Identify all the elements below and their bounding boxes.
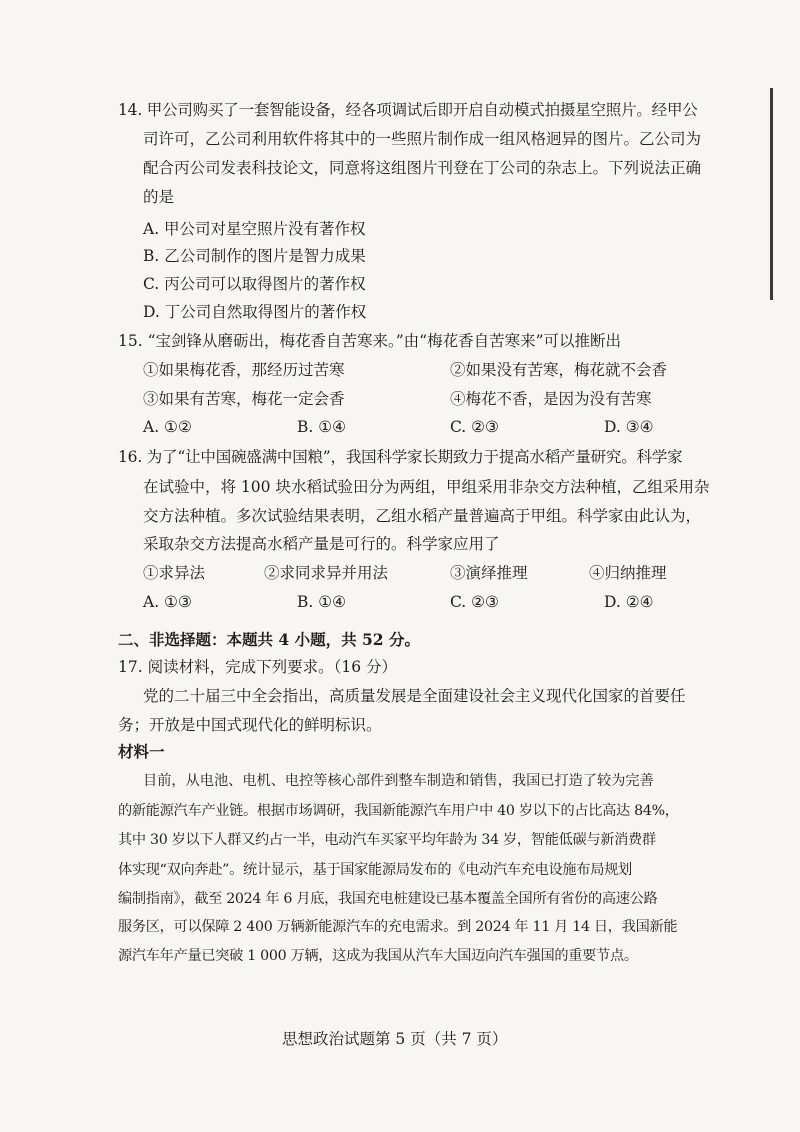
q14-line-2: 司许可，乙公司利用软件将其中的一些照片制作成一组风格迥异的图片。乙公司为 bbox=[143, 130, 702, 148]
q15-item-1: ①如果梅花香，那经历过苦寒 bbox=[143, 361, 345, 379]
q15-option-c: C. ②③ bbox=[450, 418, 499, 436]
section-2-heading: 二、非选择题：本题共 4 小题，共 52 分。 bbox=[118, 630, 420, 649]
q16-option-d: D. ②④ bbox=[604, 593, 654, 611]
q15-option-b: B. ①④ bbox=[297, 418, 347, 436]
q16-line-4: 采取杂交方法提高水稻产量是可行的。科学家应用了 bbox=[143, 535, 500, 553]
page-footer: 思想政治试题第 5 页（共 7 页） bbox=[282, 1030, 508, 1048]
q16-line-1: 16. 为了“让中国碗盛满中国粮”，我国科学家长期致力于提高水稻产量研究。科学家 bbox=[118, 448, 683, 466]
q16-item-3: ③演绎推理 bbox=[450, 564, 528, 582]
q15-option-a: A. ①② bbox=[143, 418, 192, 436]
q17-stem: 17. 阅读材料，完成下列要求。（16 分） bbox=[118, 658, 397, 676]
material-line-1: 目前，从电池、电机、电控等核心部件到整车制造和销售，我国已打造了较为完善 bbox=[143, 773, 654, 789]
q15-stem: 15. “宝剑锋从磨砺出，梅花香自苦寒来。”由“梅花香自苦寒来”可以推断出 bbox=[118, 332, 622, 350]
q14-option-a: A. 甲公司对星空照片没有著作权 bbox=[143, 220, 366, 238]
material-line-4: 体实现“双向奔赴”。统计显示，基于国家能源局发布的《电动汽车充电设施布局规划 bbox=[118, 862, 632, 878]
q14-line-3: 配合丙公司发表科技论文，同意将这组图片刊登在丁公司的杂志上。下列说法正确 bbox=[143, 159, 702, 177]
q15-item-2: ②如果没有苦寒，梅花就不会香 bbox=[450, 361, 668, 379]
page-edge-mark bbox=[770, 88, 773, 300]
q14-option-b: B. 乙公司制作的图片是智力成果 bbox=[143, 247, 366, 265]
q14-line-1: 14. 甲公司购买了一套智能设备，经各项调试后即开启自动模式拍摄星空照片。经甲公 bbox=[118, 101, 698, 119]
q15-item-3: ③如果有苦寒，梅花一定会香 bbox=[143, 390, 345, 408]
material-line-6: 服务区，可以保障 2 400 万辆新能源汽车的充电需求。到 2024 年 11 月 14 日，我国新能 bbox=[118, 919, 678, 935]
material-one-title: 材料一 bbox=[118, 742, 165, 761]
q17-intro-1: 党的二十届三中全会指出，高质量发展是全面建设社会主义现代化国家的首要任 bbox=[143, 687, 686, 705]
q16-option-c: C. ②③ bbox=[450, 593, 499, 611]
material-line-7: 源汽车年产量已突破 1 000 万辆，这成为我国从汽车大国迈向汽车强国的重要节点。 bbox=[118, 948, 638, 964]
q16-item-2: ②求同求异并用法 bbox=[264, 564, 389, 582]
material-line-3: 其中 30 岁以下人群又约占一半，电动汽车买家平均年龄为 34 岁，智能低碳与新消费群 bbox=[118, 832, 656, 848]
q16-option-a: A. ①③ bbox=[143, 593, 192, 611]
material-line-5: 编制指南》，截至 2024 年 6 月底，我国充电桩建设已基本覆盖全国所有省份的高速公路 bbox=[118, 891, 658, 907]
q16-item-1: ①求异法 bbox=[143, 564, 206, 582]
q15-option-d: D. ③④ bbox=[604, 418, 654, 436]
q16-item-4: ④归纳推理 bbox=[589, 564, 667, 582]
material-line-2: 的新能源汽车产业链。根据市场调研，我国新能源汽车用户中 40 岁以下的占比高达 84%， bbox=[118, 803, 679, 819]
q17-intro-2: 务；开放是中国式现代化的鲜明标识。 bbox=[118, 716, 382, 734]
q16-line-3: 交方法种植。多次试验结果表明，乙组水稻产量普遍高于甲组。科学家由此认为， bbox=[143, 507, 702, 525]
q14-line-4: 的是 bbox=[143, 188, 175, 206]
q14-option-d: D. 丁公司自然取得图片的著作权 bbox=[143, 303, 367, 321]
q16-line-2: 在试验中，将 100 块水稻试验田分为两组，甲组采用非杂交方法种植，乙组采用杂 bbox=[143, 478, 710, 496]
q14-option-c: C. 丙公司可以取得图片的著作权 bbox=[143, 275, 366, 293]
q16-option-b: B. ①④ bbox=[297, 593, 347, 611]
q15-item-4: ④梅花不香，是因为没有苦寒 bbox=[450, 390, 652, 408]
